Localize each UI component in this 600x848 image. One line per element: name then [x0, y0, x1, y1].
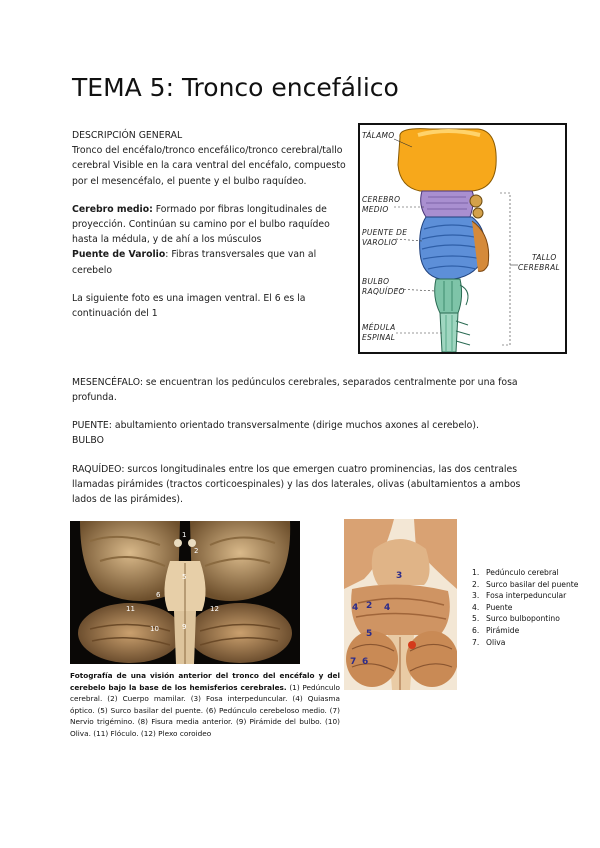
- legend-item: 2. Surco basilar del puente: [472, 579, 579, 589]
- puente-paragraph: [72, 247, 347, 277]
- legend-item: 4. Puente: [472, 602, 513, 612]
- label-tallo-2: CEREBRAL: [518, 263, 560, 272]
- legend-item: 3. Fosa interpeduncular: [472, 591, 567, 601]
- brainstem-ventral-illustration: [344, 519, 457, 690]
- bulbo-line: BULBO: [72, 435, 104, 447]
- photo2-number-2: 2: [366, 601, 373, 611]
- cerebro-medio-text: Formado por fibras longitudinales de proyección. Continúan su camino por el bulbo raquídeo hasta la médula, y de ahí a los músculos: [72, 203, 330, 246]
- brainstem-photo-illustration: [70, 521, 300, 664]
- photo2-number-4-left: 4: [352, 603, 359, 613]
- photo1-number-12: 12: [210, 605, 219, 613]
- legend-item: 1. Pedúnculo cerebral: [472, 568, 559, 577]
- label-puente-1: PUENTE DE: [362, 228, 408, 237]
- intro-text: Tronco del encéfalo/tronco encefálico/tronco cerebral/tallo cerebral Visible en la cara ventral del encéfalo, compuesto por el mesencéfalo, el puente y el bulbo raquídeo.: [72, 145, 346, 187]
- puente-bulbo-paragraph: [72, 418, 527, 448]
- label-medula-2: ESPINAL: [362, 333, 396, 342]
- photo1-number-2: 2: [194, 547, 199, 555]
- photo1-number-11: 11: [126, 605, 135, 613]
- mesencefalo-paragraph: MESENCÉFALO: se encuentran los pedúnculos cerebrales, separados centralmente por una fosa profunda.: [72, 377, 518, 404]
- photo2-number-6: 6: [362, 657, 369, 667]
- brainstem-ventral-photo: [344, 519, 457, 690]
- cerebro-medio-paragraph: [72, 202, 347, 248]
- label-tallo-1: TALLO: [532, 253, 557, 262]
- photo2-number-4-right: 4: [384, 603, 391, 613]
- puente-text: : Fibras transversales que van al cerebelo: [72, 249, 317, 276]
- label-cerebro-medio-1: CEREBRO: [362, 195, 401, 204]
- intro-section: [72, 128, 347, 321]
- photo1-number-10: 10: [150, 625, 159, 633]
- legend-item: 5. Surco bulbopontino: [472, 614, 560, 624]
- brainstem-anterior-photo: [70, 521, 300, 664]
- photo1-caption: [70, 670, 340, 740]
- photo2-number-7: 7: [350, 657, 357, 667]
- caption-bold: Fotografía de una visión anterior del tronco del encéfalo y del cerebelo bajo la base de los hemisferios cerebrales.: [70, 671, 340, 692]
- puente-label: Puente de Varolio: [72, 249, 166, 261]
- puente-line: PUENTE: abultamiento orientado transversalmente (dirige muchos axones al cerebelo).: [72, 420, 479, 431]
- legend-item: 7. Oliva: [472, 637, 506, 647]
- label-talamo: TÁLAMO: [362, 131, 395, 140]
- photo2-legend: [472, 567, 578, 648]
- photo1-number-9: 9: [182, 623, 187, 631]
- cerebro-medio-label: Cerebro medio:: [72, 203, 153, 215]
- label-bulbo-2: RAQUÍDEO: [362, 287, 405, 296]
- label-medula-1: MÉDULA: [362, 323, 396, 332]
- photo-note: La siguiente foto es una imagen ventral. El 6 es la continuación del 1: [72, 292, 306, 320]
- photo2-number-3: 3: [396, 571, 403, 581]
- page-title: TEMA 5: Tronco encefálico: [72, 73, 399, 102]
- brainstem-diagram: [358, 123, 567, 354]
- photo2-number-5: 5: [366, 629, 373, 639]
- section-heading: DESCRIPCIÓN GENERAL: [72, 130, 183, 141]
- photo1-number-1: 1: [182, 531, 187, 539]
- label-bulbo-1: BULBO: [362, 277, 390, 286]
- label-puente-2: VAROLIO: [362, 238, 398, 247]
- legend-item: 6. Pirámide: [472, 625, 520, 635]
- raquideo-paragraph: RAQUÍDEO: surcos longitudinales entre los que emergen cuatro prominencias, las dos centrales llamadas pirámides (tractos corticoespinales) y las dos laterales, olivas (abultamientos a ambos lados de las pirámides).: [72, 464, 521, 506]
- caption-text: (1) Pedúnculo cerebral. (2) Cuerpo mamilar. (3) Fosa interpeduncular. (4) Quiasma óptico. (5) Surco basilar del puente. (6) Pedúnculo cerebeloso medio. (7) Nervio trigémino. (8) Fisura media anterior. (9) Pirámide del bulbo. (10) Oliva. (11) Flóculo. (12) Plexo coroideo: [70, 682, 340, 738]
- label-cerebro-medio-2: MEDIO: [362, 205, 389, 214]
- photo1-number-5: 5: [182, 573, 187, 581]
- photo1-number-6: 6: [156, 591, 161, 599]
